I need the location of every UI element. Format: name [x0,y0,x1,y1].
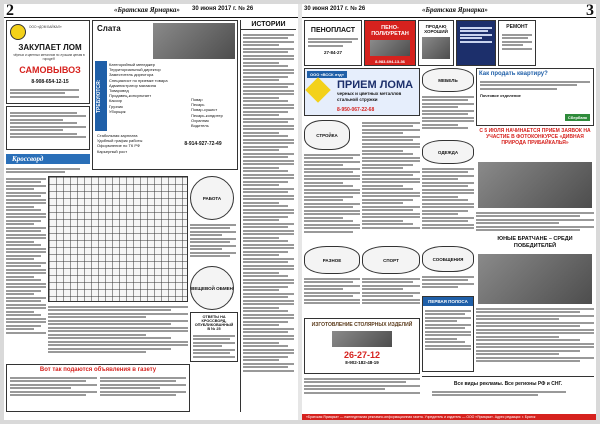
crossword-answers [190,312,238,362]
vacancy-item: Территориальный директор [109,67,161,73]
kvartira-ad [476,68,594,126]
yunye-title: ЮНЫЕ БРАТЧАНЕ – СРЕДИ ПОБЕДИТЕЛЕЙ [497,236,573,249]
page-header [302,4,596,18]
mebel-badge [422,68,474,92]
veshevoy-title: ВЕЩЕВОЙ ОБМЕН [191,285,233,291]
page-number: 3 [586,4,594,19]
vacancy-item: Администратор магазина [109,82,156,88]
prodayu-title: ПРОДАЮ ХОРОШИЙ [424,24,448,34]
sport-badge [362,246,420,274]
slata-phone: 8-914-927-72-49 [184,141,222,147]
ad-form-block [6,364,190,412]
vacancy-item: Повар-сушист [191,107,218,113]
raznoe-title: РАЗНОЕ [322,257,342,263]
header-date: 30 июня 2017 г. № 26 [192,6,254,12]
company-logo [10,24,26,40]
priem-company: ООО «ВССК лтд» [307,71,347,78]
soobsheniya-title: СООБЩЕНИЯ [432,256,464,262]
priem-subtitle: черных и цветных металлов [337,91,402,96]
navy-ad [456,20,496,66]
vacancy-item: Товаровед [109,88,129,94]
priem-loma-ad [304,68,420,116]
stolyarka-phone: 26-27-12 [343,350,381,360]
footer-strip: «Братская Ярмарка» — еженедельная рекламно-информационная газета. Учредитель и издатель — ООО «Ярмарка». Адрес редакции: г. Братск [302,414,596,420]
required-label: ТРЕБУЮТСЯ: [96,79,102,113]
crossword-grid [48,176,188,302]
vacancy-item: Повар [191,97,203,102]
remont-ad [498,20,536,66]
bottom-ad-banner [422,376,594,406]
page-number: 2 [6,4,14,19]
header-title: «Братская Ярмарка» [114,6,180,14]
vacancy-item: Категорийный менеджер [109,62,155,67]
ad-form-title: Вот так подаются объявления в газету [39,367,157,373]
penoplast-ad [304,20,362,66]
priem-title: ПРИЕМ ЛОМА [337,79,414,91]
right-page [302,4,596,420]
stroyka-badge [304,120,350,150]
benefit-item: Оформление по ТК РФ [97,143,140,149]
group-photo [478,254,592,304]
news-title: С 5 ИЮЛЯ НАЧИНАЕТСЯ ПРИЕМ ЗАЯВОК НА УЧАСТИЕ В ФОТОКОНКУРСЕ «ДИВНАЯ ПРИРОДА ПРИБАЙКАЛЬЯ» [479,128,591,146]
rabota-badge [190,176,234,220]
vacancy-item: Грузчик [109,103,123,109]
crossword-banner [6,154,90,164]
slata-vacancies-extra [191,97,237,128]
penopolyuretan-ad [364,20,416,66]
vacancy-item: Уборщик [109,108,126,114]
slata-jobs-ad [92,20,238,170]
vacancy-item: Пекарь-кондитер [191,112,223,118]
odezhda-title: ОДЕЖДА [437,149,459,155]
text-column [6,176,46,362]
bottom-ad-title: Все виды рекламы. Все регионы РФ и СНГ. [453,381,563,387]
stolyarka-ad [304,318,420,374]
history-column [240,20,296,412]
priem-phone: 8-950-067-22-68 [337,107,375,113]
benefit-item: Удобный график работы [97,138,143,144]
crossword-title: Кроссворд [12,155,44,163]
priem-extra: стальной стружки [337,97,378,102]
pickup-label: САМОВЫВОЗ [19,65,81,75]
slata-brand: Слата [97,24,121,33]
vacancy-item: Охранник [191,117,209,123]
text-column [362,120,420,244]
penoplast-title: ПЕНОПЛАСТ [310,27,356,34]
history-title: ИСТОРИИ [241,20,296,30]
rabota-title: РАБОТА [202,195,222,201]
left-page [4,4,298,420]
mebel-title: МЕБЕЛЬ [438,77,458,83]
vacancy-item: Продавец-консультант [109,93,152,99]
header-date: 30 июня 2017 г. № 26 [304,6,366,12]
scrap-metal-ad: ООО «ДОМ БАЙКАЛ» ЗАКУПАЕТ ЛОМ чёрных и цветных металлов по лучшим ценам в городе!!! САМОВЫВОЗ 8-908-654-12-15 [6,20,90,104]
veshevoy-badge [190,266,234,310]
benefit-item: Стабильная зарплата [97,133,138,138]
stolyarka-phone-2: 8-902-182-48-19 [345,360,379,365]
vacancy-item: Кассир [109,98,123,104]
first-label-ad [422,296,474,372]
vacancy-item: Специалист по приемке товара [109,77,168,83]
benefit-item: Карьерный рост [97,148,128,154]
penoplast-phone: 27-84-27 [323,50,342,55]
scrap-phone: 8-908-654-12-15 [31,79,69,85]
slata-photo [153,23,235,59]
sport-title: СПОРТ [383,257,399,263]
answers-title: ОТВЕТЫ НА КРОССВОРД, ОПУБЛИКОВАННЫЙ В № 25 [194,315,234,331]
yunye-news [476,236,594,252]
page-header [4,4,298,18]
small-ad [6,106,90,150]
remont-title: РЕМОНТ [506,24,528,30]
nature-photo [478,162,592,208]
penopolyuretan-phone: 8-983-694-13-36 [375,59,405,64]
raznoe-badge [304,246,360,274]
slata-benefits [97,133,167,154]
vacancy-item: Пекарь [191,102,205,108]
soobsheniya-badge [422,246,474,272]
slata-vacancies [109,62,189,114]
first-label-title: ПЕРВАЯ ПОЛОСА [423,297,473,306]
scrap-ad-title: ЗАКУПАЕТ ЛОМ [18,43,82,52]
text-column [304,152,360,244]
newspaper-spread [4,4,596,420]
header-title: «Братская Ярмарка» [422,6,488,14]
stroyka-title: СТРОЙКА [316,132,338,138]
sberbank-badge: Сбербанк [565,114,590,121]
penopolyuretan-title: ПЕНО-ПОЛИУРЕТАН [371,25,409,37]
vacancy-item: Водитель [191,123,209,129]
photo-contest-news [476,128,594,162]
stolyarka-title: ИЗГОТОВЛЕНИЕ СТОЛЯРНЫХ ИЗДЕЛИЙ [311,322,413,328]
star-logo-icon [305,77,330,102]
vacancy-item: Заместитель директора [109,72,154,78]
odezhda-badge [422,140,474,164]
kvartira-label: Почтовое отделение [480,93,521,98]
scrap-ad-subtitle: чёрных и цветных металлов по лучшим ценам в городе!!! [13,53,85,61]
prodayu-ad [418,20,454,66]
kvartira-title: Как продать квартиру? [479,71,548,77]
